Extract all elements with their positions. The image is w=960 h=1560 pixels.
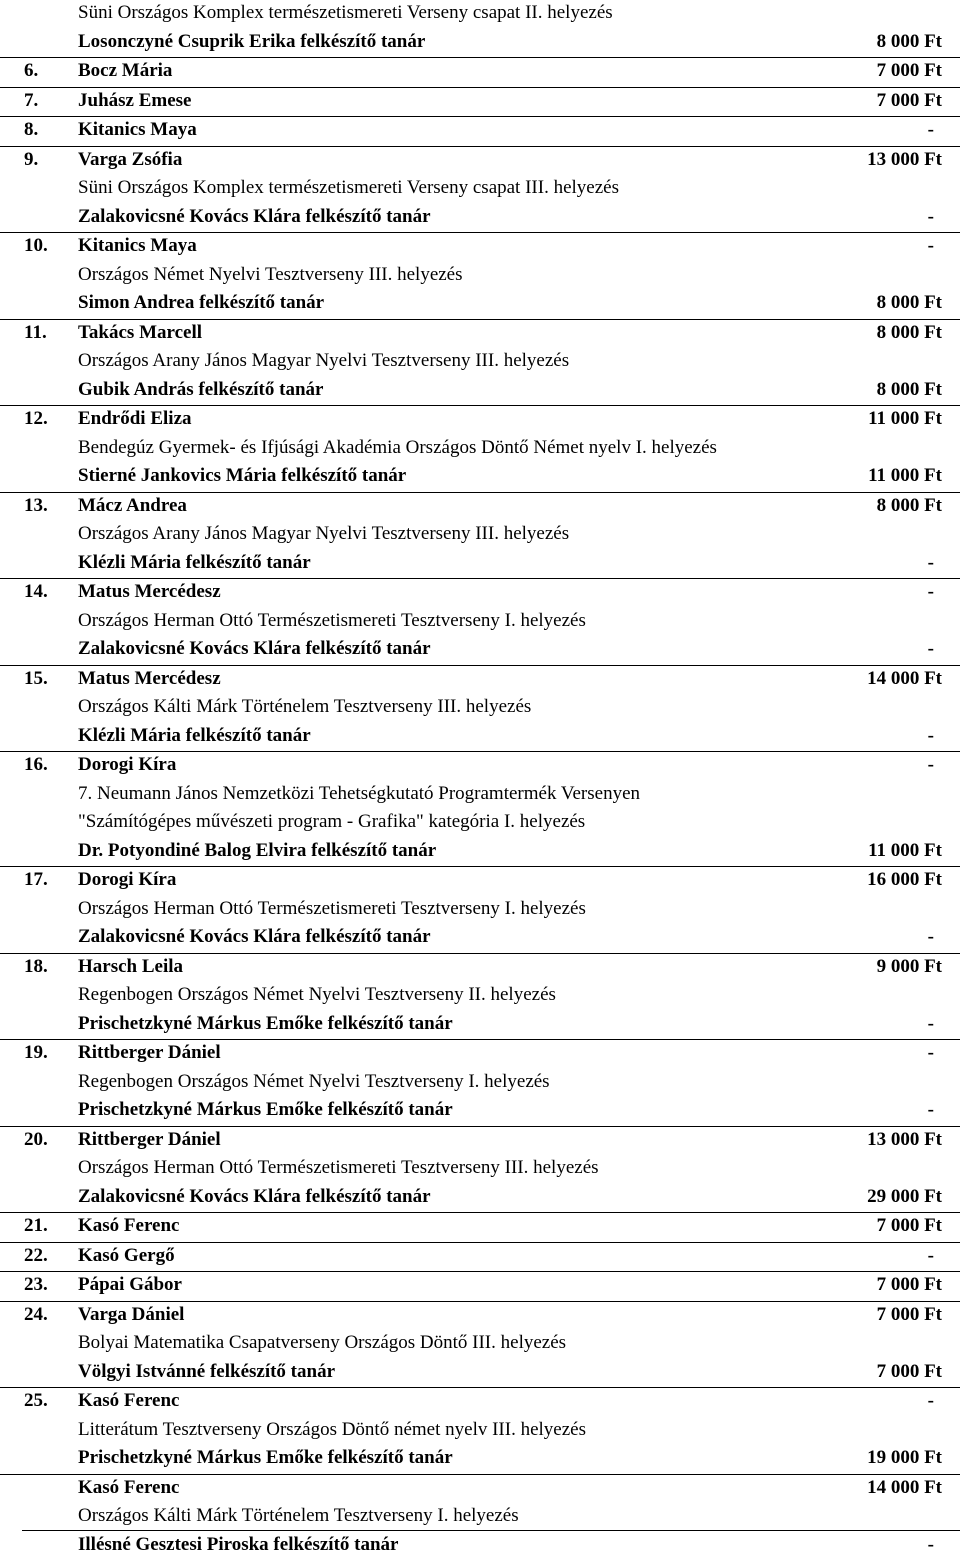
person-name: Prischetzkyné Márkus Emőke felkészítő tanár xyxy=(78,1447,453,1469)
award-amount: 7 000 Ft xyxy=(877,1215,942,1237)
competition-result: Országos Német Nyelvi Tesztverseny III. helyezés xyxy=(78,264,463,286)
detail-row xyxy=(0,204,960,233)
table-bottom-rule xyxy=(22,1530,960,1531)
detail-row xyxy=(0,1069,960,1098)
entry-number: 20. xyxy=(24,1129,48,1151)
entry-row xyxy=(0,1387,960,1417)
award-amount: 19 000 Ft xyxy=(867,1447,942,1469)
award-amount: 29 000 Ft xyxy=(867,1186,942,1208)
award-amount: - xyxy=(928,638,934,660)
award-amount: 8 000 Ft xyxy=(877,322,942,344)
entry-number: 16. xyxy=(24,754,48,776)
competition-result: Süni Országos Komplex természetismereti Verseny csapat II. helyezés xyxy=(78,2,613,24)
detail-row xyxy=(0,1474,960,1504)
award-amount: - xyxy=(928,119,934,141)
detail-row xyxy=(0,723,960,752)
entry-number: 8. xyxy=(24,119,38,141)
competition-result: Regenbogen Országos Német Nyelvi Tesztverseny II. helyezés xyxy=(78,984,556,1006)
detail-row xyxy=(0,781,960,810)
person-name: Takács Marcell xyxy=(78,322,202,344)
person-name: Bocz Mária xyxy=(78,60,172,82)
competition-result: Bolyai Matematika Csapatverseny Országos Döntő III. helyezés xyxy=(78,1332,566,1354)
entry-number: 23. xyxy=(24,1274,48,1296)
entry-number: 6. xyxy=(24,60,38,82)
award-amount: - xyxy=(928,1099,934,1121)
competition-result: "Számítógépes művészeti program - Grafika" kategória I. helyezés xyxy=(78,811,585,833)
award-amount: 8 000 Ft xyxy=(877,495,942,517)
entry-number: 22. xyxy=(24,1245,48,1267)
entry-number: 12. xyxy=(24,408,48,430)
person-name: Dr. Potyondiné Balog Elvira felkészítő tanár xyxy=(78,840,436,862)
detail-row xyxy=(0,550,960,579)
entry-number: 24. xyxy=(24,1304,48,1326)
detail-row xyxy=(0,175,960,204)
person-name: Prischetzkyné Márkus Emőke felkészítő tanár xyxy=(78,1099,453,1121)
detail-row xyxy=(0,29,960,58)
detail-row xyxy=(0,1011,960,1040)
competition-result: Országos Arany János Magyar Nyelvi Tesztverseny III. helyezés xyxy=(78,350,569,372)
competition-result: Országos Kálti Márk Történelem Tesztverseny I. helyezés xyxy=(78,1505,519,1527)
competition-result: Országos Kálti Márk Történelem Tesztverseny III. helyezés xyxy=(78,696,531,718)
detail-row xyxy=(0,290,960,319)
detail-row xyxy=(0,1532,960,1560)
award-amount: 14 000 Ft xyxy=(867,668,942,690)
person-name: Rittberger Dániel xyxy=(78,1042,221,1064)
competition-result: Országos Herman Ottó Természetismereti Tesztverseny I. helyezés xyxy=(78,898,586,920)
competition-result: Regenbogen Országos Német Nyelvi Tesztverseny I. helyezés xyxy=(78,1071,550,1093)
entry-row xyxy=(0,665,960,695)
detail-row xyxy=(0,521,960,550)
detail-row xyxy=(0,377,960,406)
entry-number: 21. xyxy=(24,1215,48,1237)
detail-row xyxy=(0,1184,960,1213)
award-amount: 11 000 Ft xyxy=(868,408,942,430)
award-amount: 7 000 Ft xyxy=(877,1361,942,1383)
entry-row xyxy=(0,1212,960,1242)
entry-number: 14. xyxy=(24,581,48,603)
detail-row xyxy=(0,1330,960,1359)
person-name: Varga Zsófia xyxy=(78,149,182,171)
detail-row xyxy=(0,1417,960,1446)
person-name: Gubik András felkészítő tanár xyxy=(78,379,323,401)
person-name: Prischetzkyné Márkus Emőke felkészítő tanár xyxy=(78,1013,453,1035)
detail-row xyxy=(0,1359,960,1388)
person-name: Zalakovicsné Kovács Klára felkészítő tanár xyxy=(78,1186,431,1208)
detail-row xyxy=(0,0,960,29)
competition-result: Süni Országos Komplex természetismereti Verseny csapat III. helyezés xyxy=(78,177,619,199)
award-amount: 8 000 Ft xyxy=(877,292,942,314)
award-amount: 11 000 Ft xyxy=(868,465,942,487)
award-amount: 11 000 Ft xyxy=(868,840,942,862)
entry-number: 11. xyxy=(24,322,47,344)
entry-number: 13. xyxy=(24,495,48,517)
person-name: Rittberger Dániel xyxy=(78,1129,221,1151)
award-amount: 7 000 Ft xyxy=(877,1304,942,1326)
entry-row xyxy=(0,405,960,435)
entry-row xyxy=(0,116,960,146)
award-amount: - xyxy=(928,206,934,228)
award-amount: 7 000 Ft xyxy=(877,90,942,112)
person-name: Zalakovicsné Kovács Klára felkészítő tanár xyxy=(78,638,431,660)
entry-number: 17. xyxy=(24,869,48,891)
entry-row xyxy=(0,1039,960,1069)
entry-number: 15. xyxy=(24,668,48,690)
award-amount: - xyxy=(928,1534,934,1556)
entry-row xyxy=(0,1242,960,1272)
person-name: Juhász Emese xyxy=(78,90,191,112)
award-amount: 7 000 Ft xyxy=(877,1274,942,1296)
competition-result: Litterátum Tesztverseny Országos Döntő német nyelv III. helyezés xyxy=(78,1419,586,1441)
detail-row xyxy=(0,348,960,377)
entry-number: 9. xyxy=(24,149,38,171)
person-name: Zalakovicsné Kovács Klára felkészítő tanár xyxy=(78,206,431,228)
award-amount: - xyxy=(928,1245,934,1267)
award-amount: - xyxy=(928,725,934,747)
detail-row xyxy=(0,1097,960,1126)
entry-row xyxy=(0,57,960,87)
award-amount: - xyxy=(928,1390,934,1412)
award-amount: 8 000 Ft xyxy=(877,31,942,53)
entry-row xyxy=(0,146,960,176)
person-name: Simon Andrea felkészítő tanár xyxy=(78,292,324,314)
competition-result: Országos Herman Ottó Természetismereti Tesztverseny III. helyezés xyxy=(78,1157,599,1179)
person-name: Kasó Ferenc xyxy=(78,1477,180,1499)
detail-row xyxy=(0,838,960,867)
entry-row xyxy=(0,1126,960,1156)
person-name: Zalakovicsné Kovács Klára felkészítő tanár xyxy=(78,926,431,948)
entry-row xyxy=(0,1271,960,1301)
award-amount: - xyxy=(928,1042,934,1064)
person-name: Dorogi Kíra xyxy=(78,869,176,891)
person-name: Pápai Gábor xyxy=(78,1274,182,1296)
person-name: Kitanics Maya xyxy=(78,119,197,141)
person-name: Endrődi Eliza xyxy=(78,408,192,430)
entry-number: 7. xyxy=(24,90,38,112)
entry-number: 10. xyxy=(24,235,48,257)
person-name: Dorogi Kíra xyxy=(78,754,176,776)
detail-row xyxy=(0,694,960,723)
entry-row xyxy=(0,492,960,522)
award-amount: - xyxy=(928,754,934,776)
award-amount: - xyxy=(928,552,934,574)
person-name: Stierné Jankovics Mária felkészítő tanár xyxy=(78,465,406,487)
competition-result: Országos Arany János Magyar Nyelvi Tesztverseny III. helyezés xyxy=(78,523,569,545)
person-name: Völgyi Istvánné felkészítő tanár xyxy=(78,1361,335,1383)
detail-row xyxy=(0,608,960,637)
entry-number: 19. xyxy=(24,1042,48,1064)
person-name: Kasó Gergő xyxy=(78,1245,175,1267)
detail-row xyxy=(0,262,960,291)
person-name: Kitanics Maya xyxy=(78,235,197,257)
award-amount: - xyxy=(928,926,934,948)
entry-number: 25. xyxy=(24,1390,48,1412)
entry-row xyxy=(0,232,960,262)
person-name: Losonczyné Csuprik Erika felkészítő tanár xyxy=(78,31,425,53)
person-name: Matus Mercédesz xyxy=(78,668,221,690)
competition-result: 7. Neumann János Nemzetközi Tehetségkutató Programtermék Versenyen xyxy=(78,783,640,805)
award-amount: 8 000 Ft xyxy=(877,379,942,401)
entry-row xyxy=(0,751,960,781)
award-amount: 13 000 Ft xyxy=(867,1129,942,1151)
entry-row xyxy=(0,866,960,896)
person-name: Harsch Leila xyxy=(78,956,183,978)
detail-row xyxy=(0,896,960,925)
detail-row xyxy=(0,463,960,492)
competition-result: Bendegúz Gyermek- és Ifjúsági Akadémia Országos Döntő Német nyelv I. helyezés xyxy=(78,437,717,459)
award-amount: 9 000 Ft xyxy=(877,956,942,978)
entry-row xyxy=(0,87,960,117)
award-amount: 14 000 Ft xyxy=(867,1477,942,1499)
person-name: Illésné Gesztesi Piroska felkészítő tanár xyxy=(78,1534,399,1556)
detail-row xyxy=(0,1503,960,1532)
entry-row xyxy=(0,319,960,349)
award-amount: 13 000 Ft xyxy=(867,149,942,171)
detail-row xyxy=(0,435,960,464)
person-name: Mácz Andrea xyxy=(78,495,187,517)
person-name: Klézli Mária felkészítő tanár xyxy=(78,725,311,747)
competition-result: Országos Herman Ottó Természetismereti Tesztverseny I. helyezés xyxy=(78,610,586,632)
detail-row xyxy=(0,1445,960,1474)
award-amount: - xyxy=(928,581,934,603)
person-name: Varga Dániel xyxy=(78,1304,184,1326)
award-amount: 7 000 Ft xyxy=(877,60,942,82)
award-amount: 16 000 Ft xyxy=(867,869,942,891)
detail-row xyxy=(0,924,960,953)
entry-row xyxy=(0,953,960,983)
entry-row xyxy=(0,1301,960,1331)
person-name: Kasó Ferenc xyxy=(78,1215,180,1237)
award-amount: - xyxy=(928,1013,934,1035)
person-name: Klézli Mária felkészítő tanár xyxy=(78,552,311,574)
detail-row xyxy=(0,636,960,665)
award-amount: - xyxy=(928,235,934,257)
detail-row xyxy=(0,809,960,838)
detail-row xyxy=(0,1155,960,1184)
person-name: Matus Mercédesz xyxy=(78,581,221,603)
detail-row xyxy=(0,982,960,1011)
person-name: Kasó Ferenc xyxy=(78,1390,180,1412)
entry-row xyxy=(0,578,960,608)
entry-number: 18. xyxy=(24,956,48,978)
